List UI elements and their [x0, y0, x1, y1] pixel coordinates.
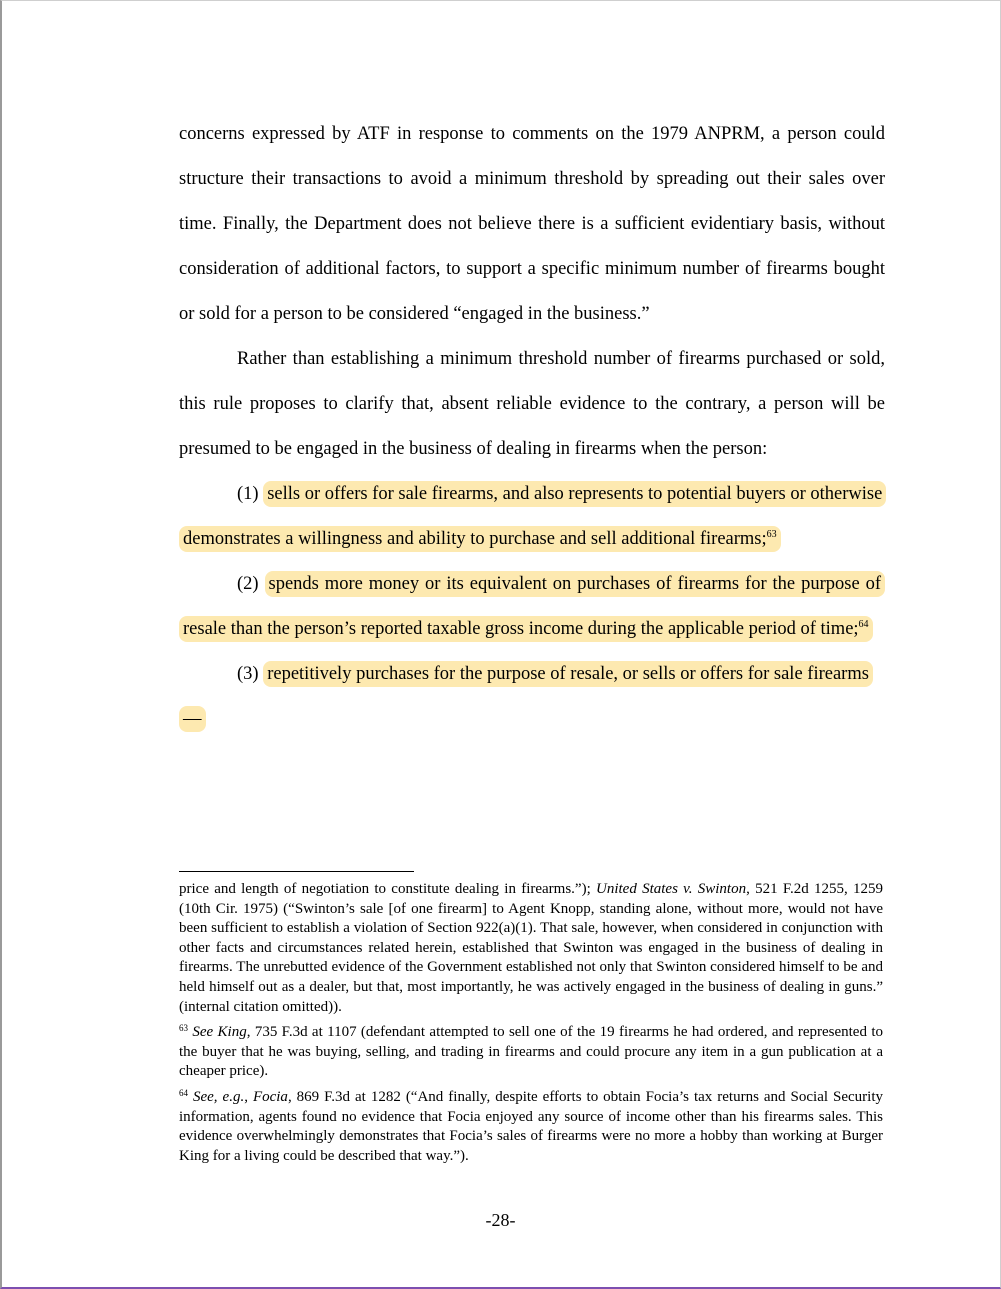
- list-item-2: [179, 562, 885, 652]
- page-number: -28-: [485, 1210, 516, 1230]
- footnote-number: 63: [179, 1023, 188, 1034]
- list-item-text: repetitively purchases for the purpose of resale, or sells or offers for sale firearms—: [183, 664, 869, 729]
- paragraph-continuation: concerns expressed by ATF in response to comments on the 1979 ANPRM, a person could structure their transactions to avoid a minimum threshold by spreading out their sales over time. Finally, the Department does not believe there is a sufficient evidentiary basis, without consideration of additional factors, to support a specific minimum number of firearms bought or sold for a person to be considered “engaged in the business.”: [179, 124, 885, 324]
- footnote-text: , 521 F.2d 1255, 1259 (10th Cir. 1975) (“Swinton’s sale [of one firearm] to Agent Knopp, standing alone, without more, would not have been sufficient to establish a violation of Section 922(a)(1). That sale, however, when considered in conjunction with other facts and circumstances related herein, established that Swinton was engaged in the business of dealing in firearms. The unrebutted evidence of the Government established not only that Swinton considered himself to be and held himself out as a dealer, but that, most importantly, he was actively engaged in the business of dealing in guns.” (internal citation omitted)).: [179, 881, 883, 1015]
- footnote-ref-64[interactable]: 64: [858, 619, 869, 630]
- footnote-text: , 869 F.3d at 1282 (“And finally, despite efforts to obtain Focia’s tax returns and Social Security information, agents found no evidence that Focia enjoyed any source of income other than his firearms sales. This evidence overwhelmingly demonstrates that Focia’s sales of firearms were no more a hobby than working at Burger King for a living could be described that way.”).: [179, 1088, 884, 1164]
- list-item-number: (1): [237, 484, 259, 504]
- footnote-text: , 735 F.3d at 1107 (defendant attempted to sell one of the 19 firearms he had ordered, and represented to the buyer that he was buying, selling, and trading in firearms and could procure any item in a gun publication at a cheaper price).: [179, 1024, 883, 1080]
- list-item-text: spends more money or its equivalent on purchases of firearms for the purpose of resale than the person’s reported taxable gross income during the applicable period of time;: [183, 574, 881, 639]
- highlighted-text: [179, 661, 873, 732]
- highlighted-text: [179, 481, 886, 552]
- case-citation: See King: [192, 1024, 247, 1041]
- list-item-3: [179, 652, 885, 742]
- footnote-text: price and length of negotiation to constitute dealing in firearms.”);: [179, 881, 597, 897]
- footnote-number: 64: [179, 1087, 188, 1098]
- paragraph-presumption: Rather than establishing a minimum threshold number of firearms purchased or sold, this rule proposes to clarify that, absent reliable evidence to the contrary, a person will be presumed to be engaged in the business of dealing in firearms when the person:: [179, 349, 885, 459]
- list-item-number: (2): [237, 574, 259, 594]
- footnote-64: [179, 1088, 883, 1166]
- footnote-separator: [179, 871, 414, 872]
- highlighted-text: [179, 571, 885, 642]
- footnote-continuation: [179, 880, 883, 1017]
- footnote-ref-63[interactable]: 63: [766, 529, 777, 540]
- list-item-1: [179, 472, 885, 562]
- signal-citation: See, e.g.: [192, 1088, 245, 1105]
- case-citation: United States v. Swinton: [596, 881, 747, 897]
- list-item-number: (3): [237, 664, 259, 684]
- main-body-text: [179, 112, 885, 742]
- case-citation: Focia: [252, 1088, 288, 1105]
- list-item-text: sells or offers for sale firearms, and also represents to potential buyers or otherwise demonstrates a willingness and ability to purchase and sell additional firearms;: [183, 484, 883, 549]
- footnote-63: [179, 1023, 883, 1082]
- footnotes-section: [179, 880, 883, 1172]
- footnote-separator-text: ,: [244, 1088, 253, 1105]
